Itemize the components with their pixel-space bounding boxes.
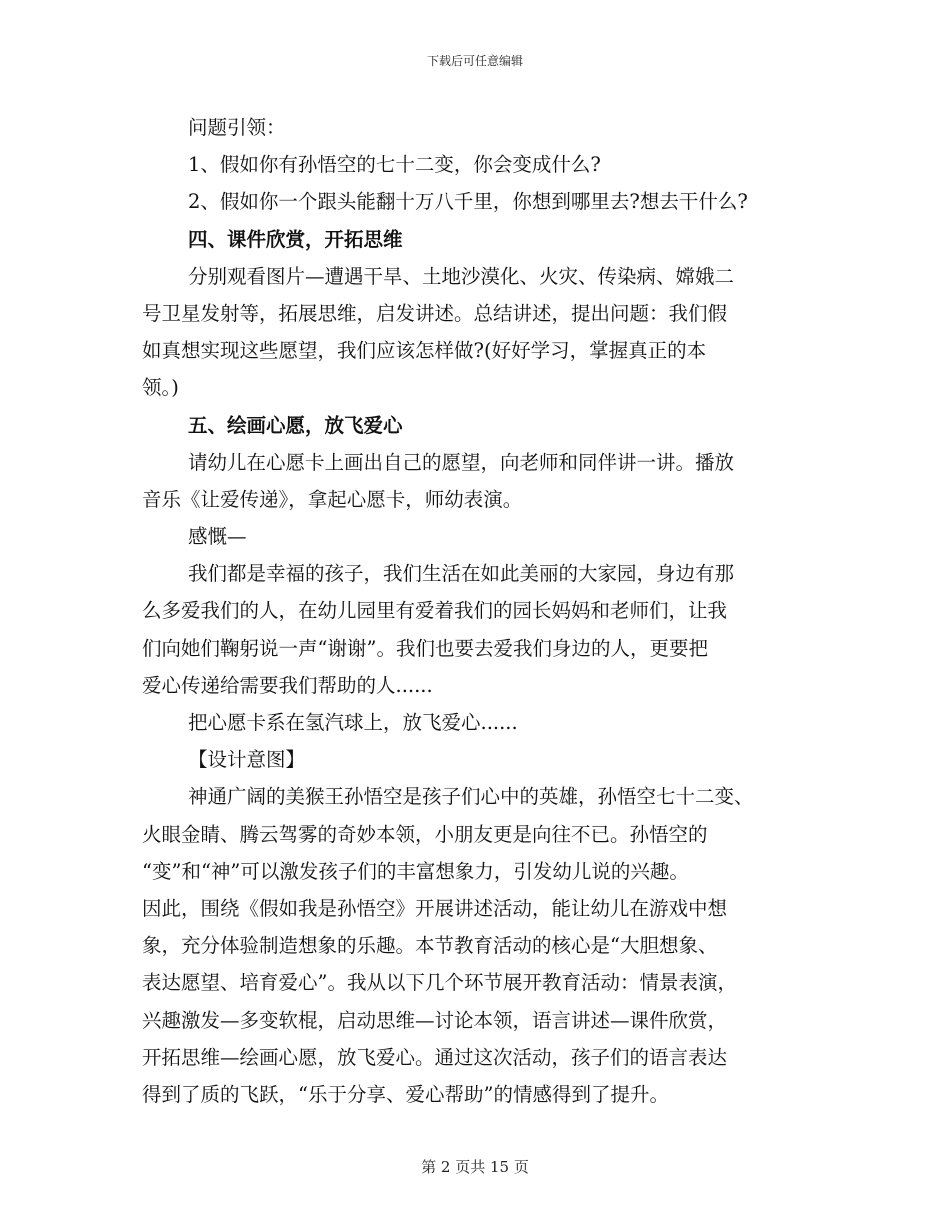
text-line: 【设计意图】 <box>188 748 306 772</box>
text-line: “变”和“神”可以激发孩子们的丰富想象力，引发幼儿说的兴趣。 <box>142 859 689 883</box>
text-line: 么多爱我们的人，在幼儿园里有爱着我们的园长妈妈和老师们，让我 <box>142 599 728 623</box>
text-line: 我们都是幸福的孩子，我们生活在如此美丽的大家园，身边有那 <box>188 562 735 586</box>
text-line: 火眼金睛、腾云驾雾的奇妙本领，小朋友更是向往不已。孙悟空的 <box>142 822 708 846</box>
text-line: 开拓思维—绘画心愿，放飞爱心。通过这次活动，孩子们的语言表达 <box>142 1045 728 1069</box>
text-line: 表达愿望、培育爱心”。我从以下几个环节展开教育活动：情景表演， <box>142 971 737 995</box>
text-line: 音乐《让爱传递》，拿起心愿卡，师幼表演。 <box>142 487 523 511</box>
text-line: 号卫星发射等，拓展思维，启发讲述。总结讲述，提出问题：我们假 <box>142 301 728 325</box>
section-heading: 五、绘画心愿，放飞爱心 <box>188 413 403 437</box>
text-line: 象，充分体验制造想象的乐趣。本节教育活动的核心是“大胆想象、 <box>142 934 718 958</box>
text-line: 问题引领： <box>188 116 286 139</box>
text-line: 如真想实现这些愿望，我们应该怎样做?(好好学习，掌握真正的本 <box>142 339 707 363</box>
text-line: 神通广阔的美猴王孙悟空是孩子们心中的英雄，孙悟空七十二变、 <box>188 785 754 809</box>
section-heading: 四、课件欣赏，开拓思维 <box>188 227 403 251</box>
text-line: 1、假如你有孙悟空的七十二变，你会变成什么? <box>188 153 601 177</box>
text-line: 领。) <box>142 376 179 400</box>
text-line: 爱心传递给需要我们帮助的人...... <box>142 673 433 697</box>
document-body <box>142 109 822 1113</box>
text-line: 感慨— <box>188 525 247 549</box>
page-header: 下载后可任意编辑 <box>426 54 523 68</box>
text-line: 因此，围绕《假如我是孙悟空》开展讲述活动，能让幼儿在游戏中想 <box>142 896 728 920</box>
text-line: 2、假如你一个跟头能翻十万八千里，你想到哪里去?想去干什么? <box>188 190 748 214</box>
text-line: 把心愿卡系在氢汽球上，放飞爱心...... <box>188 711 518 734</box>
page-footer: 第 2 页共 15 页 <box>421 1158 529 1176</box>
text-line: 兴趣激发—多变软棍，启动思维—讨论本领，语言讲述—课件欣赏， <box>142 1008 728 1032</box>
text-line: 们向她们鞠躬说一声“谢谢”。我们也要去爱我们身边的人，更要把 <box>142 636 708 660</box>
text-line: 分别观看图片—遭遇干旱、土地沙漠化、火灾、传染病、嫦娥二 <box>188 264 735 288</box>
text-line: 请幼儿在心愿卡上画出自己的愿望，向老师和同伴讲一讲。播放 <box>188 450 735 474</box>
text-line: 得到了质的飞跃，“乐于分享、爱心帮助”的情感得到了提升。 <box>142 1082 669 1106</box>
